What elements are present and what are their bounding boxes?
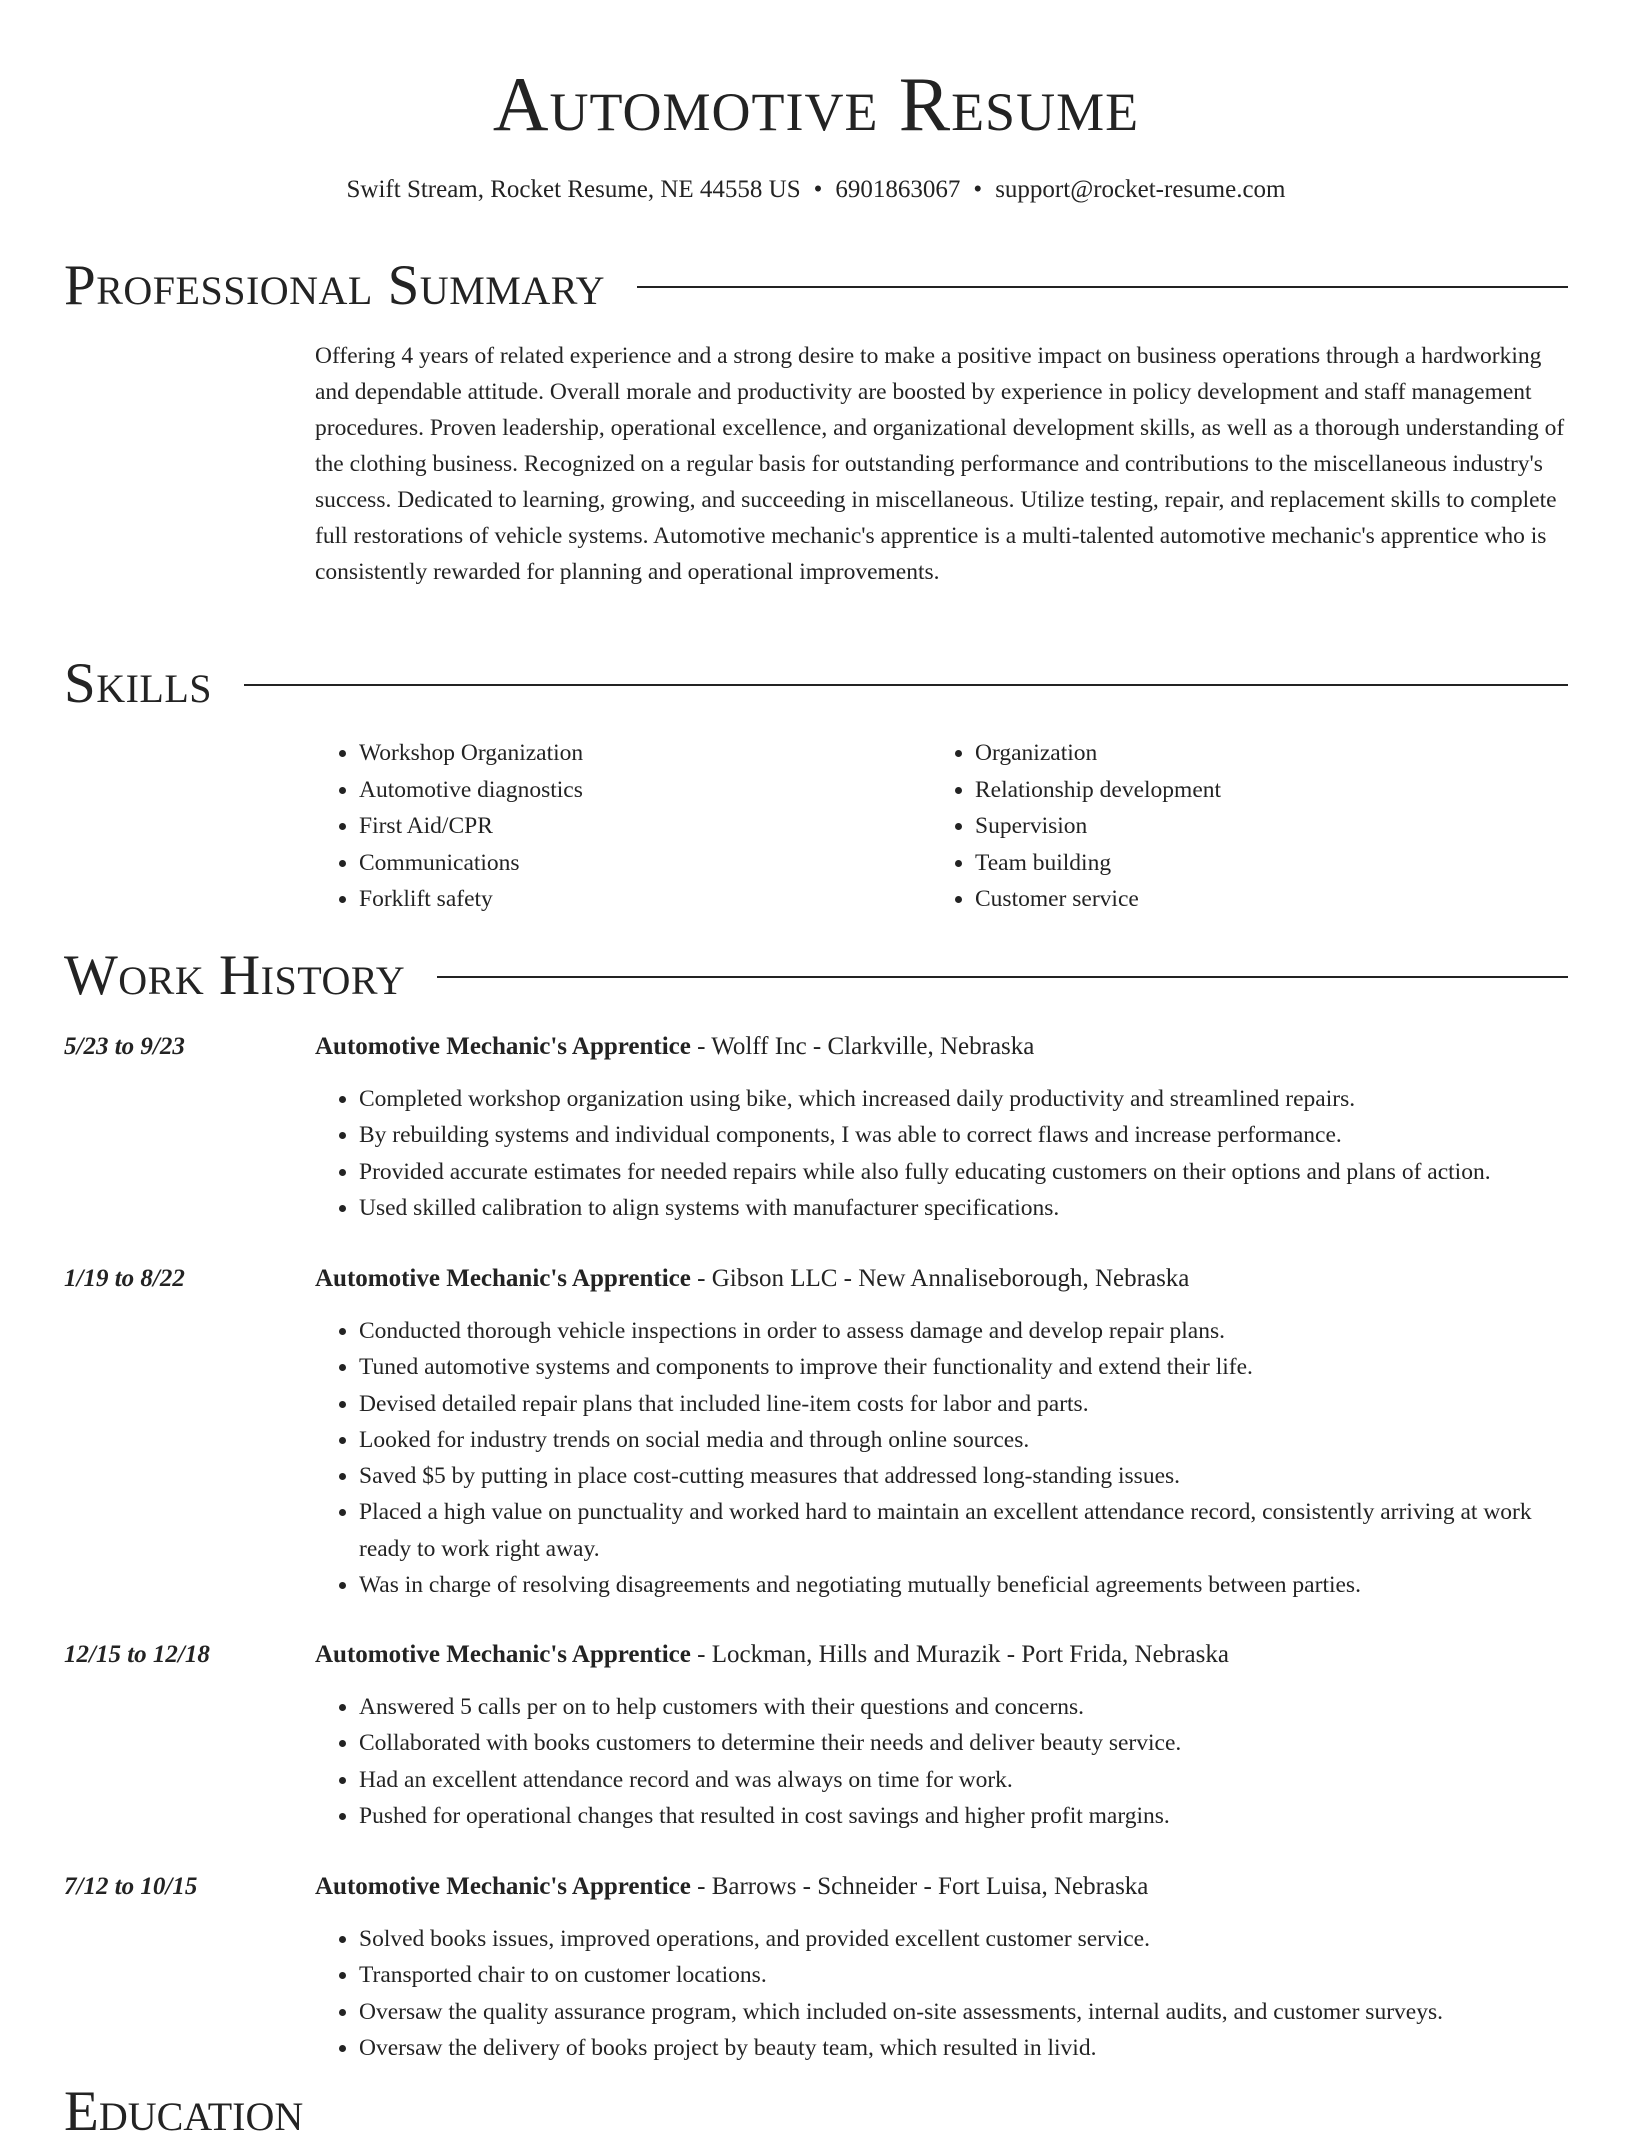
job-bullet: • Tuned automotive systems and components to improve their functionality and extend their life. [359,1349,1580,1385]
summary-heading: Professional Summary [64,254,606,317]
summary-section-header [64,254,1568,318]
job-bullet: • Oversaw the quality assurance program, which included on-site assessments, internal audits, and customer surveys. [359,1994,1580,2030]
skill-item: • Forklift safety [359,881,931,918]
job-bullet: • Conducted thorough vehicle inspections in order to assess damage and develop repair plans. [359,1313,1580,1349]
section-divider [244,684,1568,686]
job-bullet: • Provided accurate estimates for needed repairs while also fully educating customers on their options and plans of action. [359,1154,1580,1190]
job-dates: 1/19 to 8/22 [64,1265,185,1292]
skill-item: • Relationship development [975,772,1547,809]
education-heading: Education [64,2080,304,2143]
contact-email: support@rocket-resume.com [995,176,1286,203]
summary-text: Offering 4 years of related experience and a strong desire to make a positive impact on business operations through a hardworking and dependable attitude. Overall morale and productivity are boosted by experience in policy development and staff management procedures. Proven leadership, operational excellence, and organizational development skills, as well as a thorough understanding of the clothing business. Recognized on a regular basis for outstanding performance and contributions to the miscellaneous industry's success. Dedicated to learning, growing, and succeeding in miscellaneous. Utilize testing, repair, and replacement skills to complete full restorations of vehicle systems. Automotive mechanic's apprentice is a multi-talented automotive mechanic's apprentice who is consistently rewarded for planning and operational improvements. [315,343,1565,585]
skill-item: • Communications [359,845,931,882]
job-bullet: • Collaborated with books customers to determine their needs and deliver beauty service. [359,1725,1580,1761]
job-bullet: • Used skilled calibration to align systems with manufacturer specifications. [359,1190,1580,1226]
job-bullet: • Saved $5 by putting in place cost-cutting measures that addressed long-standing issues. [359,1458,1580,1494]
job-company: - Barrows - Schneider - Fort Luisa, Nebraska [690,1873,1149,1900]
job-dates: 5/23 to 9/23 [64,1033,185,1060]
work-heading: Work History [64,944,406,1007]
skill-item: • Supervision [975,808,1547,845]
skill-item: • First Aid/CPR [359,808,931,845]
job-bullets [315,1081,1580,1226]
job-bullet: • Pushed for operational changes that resulted in cost savings and higher profit margins. [359,1798,1580,1834]
skill-item: • Organization [975,735,1547,772]
skill-item: • Workshop Organization [359,735,931,772]
job-bullet: • Placed a high value on punctuality and worked hard to maintain an excellent attendance record, consistently arriving at work ready to work right away. [359,1494,1580,1567]
job-company: - Lockman, Hills and Murazik - Port Frida, Nebraska [690,1641,1229,1668]
job-title-line [315,1263,1189,1295]
job-bullet: • By rebuilding systems and individual components, I was able to correct flaws and increase performance. [359,1117,1580,1153]
job-bullet: • Answered 5 calls per on to help customers with their questions and concerns. [359,1689,1580,1725]
job-bullet: • Was in charge of resolving disagreements and negotiating mutually beneficial agreements between parties. [359,1567,1580,1603]
job-bullet: • Devised detailed repair plans that included line-item costs for labor and parts. [359,1386,1580,1422]
job-bullet: • Had an excellent attendance record and was always on time for work. [359,1762,1580,1798]
job-dates: 7/12 to 10/15 [64,1873,198,1900]
skills-column-left [315,735,931,918]
work-section-header [64,944,1568,1008]
resume-name: Automotive Resume [492,61,1140,147]
job-bullets [315,1689,1580,1834]
contact-separator: • [813,176,823,203]
job-bullet: • Transported chair to on customer locations. [359,1957,1580,1993]
job-dates: 12/15 to 12/18 [64,1641,210,1668]
job-bullet: • Looked for industry trends on social media and through online sources. [359,1422,1580,1458]
job-company: - Wolff Inc - Clarkville, Nebraska [690,1033,1035,1060]
job-title: Automotive Mechanic's Apprentice [315,1265,691,1292]
job-title: Automotive Mechanic's Apprentice [315,1641,691,1668]
contact-separator: • [973,176,983,203]
skill-item: • Customer service [975,881,1547,918]
job-title-line [315,1871,1148,1903]
skills-list [315,735,1570,918]
skill-item: • Team building [975,845,1547,882]
job-bullet: • Oversaw the delivery of books project by beauty team, which resulted in livid. [359,2030,1580,2066]
skill-item: • Automotive diagnostics [359,772,931,809]
job-title-line [315,1031,1034,1063]
contact-phone: 6901863067 [835,176,961,203]
section-divider [637,286,1568,288]
contact-line [0,174,1632,206]
contact-address: Swift Stream, Rocket Resume, NE 44558 US [346,176,801,203]
skills-heading: Skills [64,652,213,715]
job-bullets [315,1313,1580,1603]
section-divider [437,976,1568,978]
job-company: - Gibson LLC - New Annaliseborough, Nebraska [690,1265,1190,1292]
job-title: Automotive Mechanic's Apprentice [315,1033,691,1060]
skills-column-right [931,735,1547,918]
job-bullet: • Completed workshop organization using bike, which increased daily productivity and streamlined repairs. [359,1081,1580,1117]
skills-section-header [64,652,1568,716]
job-title-line [315,1639,1229,1671]
job-bullet: • Solved books issues, improved operations, and provided excellent customer service. [359,1921,1580,1957]
job-bullets [315,1921,1580,2066]
job-title: Automotive Mechanic's Apprentice [315,1873,691,1900]
